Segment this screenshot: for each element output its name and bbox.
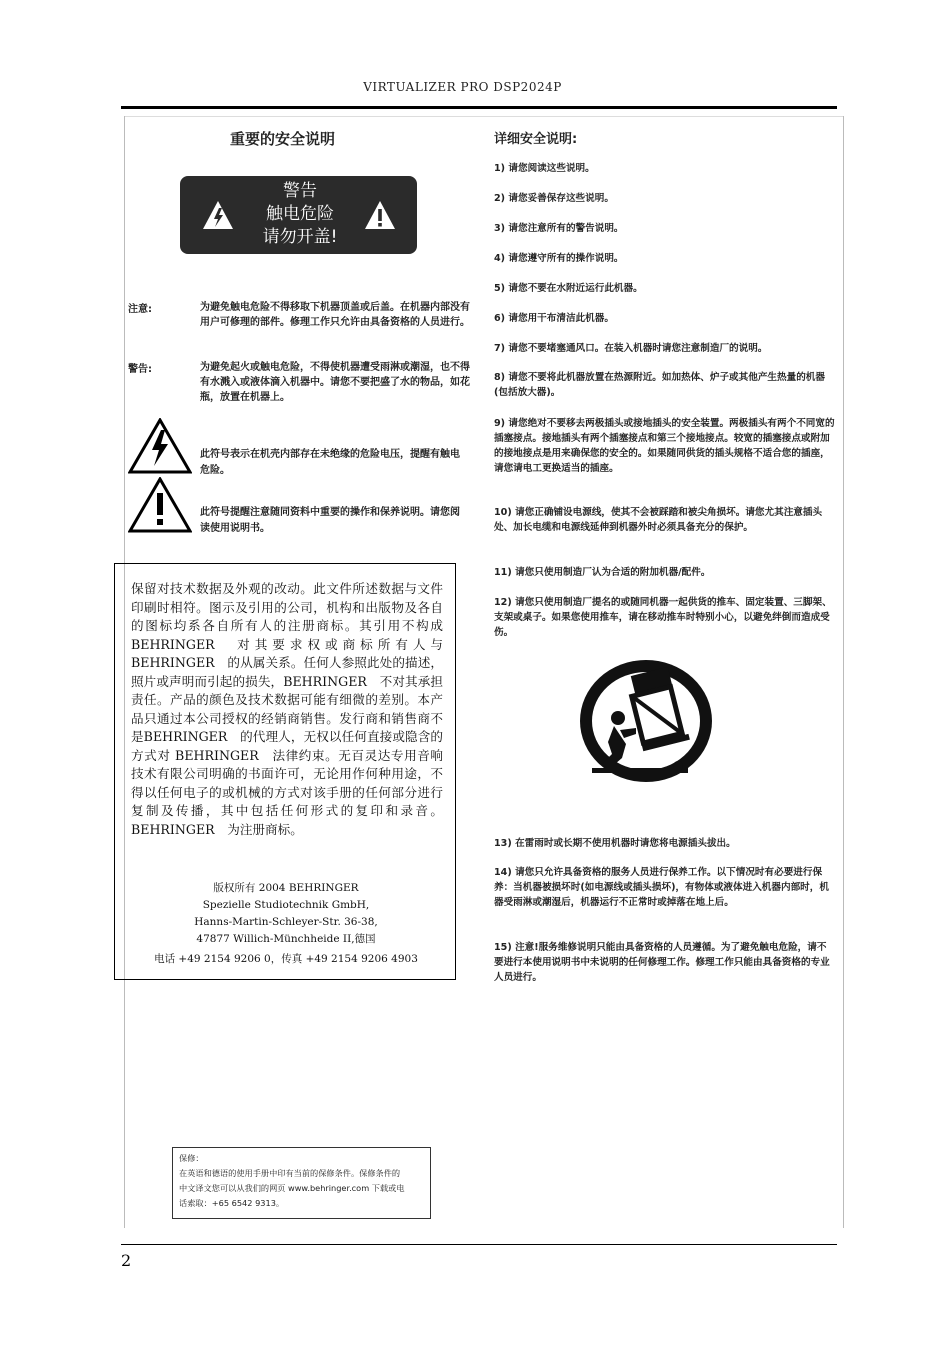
- safety-rule-item: 14) 请您只允许具备资格的服务人员进行保养工作。以下情况时有必要进行保养：当机器被损坏时(如电源线或插头损坏)，有物体或液体进入机器内部时，机器受雨淋或潮湿后，机器运行不正常时或掉落在地上后。: [494, 867, 829, 908]
- safety-rule-item: 3) 请您注意所有的警告说明。: [494, 223, 624, 234]
- safety-rule-item: 12) 请您只使用制造厂提名的或随同机器一起供货的推车、固定装置、三脚架、支架或桌子。如果您使用推车，请在移动推车时特别小心，以避免绊倒而造成受伤。: [494, 597, 832, 638]
- safety-rule-item: 9) 请您绝对不要移去两极插头或接地插头的安全装置。两极插头有两个不同宽的插塞接点。接地插头有两个插塞接点和第三个接地接点。较宽的插塞接点或附加的接地接点是用来确保您的安全的。如果随同供货的插头规格不适合您的插座，请您请电工更换适当的插座。: [494, 418, 835, 474]
- safety-rule-item: 13) 在雷雨时或长期不使用机器时请您将电源插头拔出。: [494, 838, 736, 849]
- detailed-safety-heading: 详细安全说明:: [494, 132, 578, 147]
- warning-line: 警告: [283, 181, 317, 201]
- safety-rule-item: 11) 请您只使用制造厂认为合适的附加机器/配件。: [494, 567, 711, 578]
- warranty-box: [172, 1147, 431, 1219]
- safety-rule-item: 6) 请您用干布清洁此机器。: [494, 313, 614, 324]
- warranty-line: 保修：: [179, 1153, 204, 1163]
- safety-rule-item: 15) 注意!服务维修说明只能由具备资格的人员遵循。为了避免触电危险，请不要进行本使用说明书中未说明的任何修理工作。修理工作只能由具备资格的专业人员进行。: [494, 942, 830, 983]
- warning-text: [240, 180, 360, 249]
- warning-line: 触电危险: [266, 204, 334, 224]
- warning-box: [180, 176, 417, 254]
- note-label-warning: 警告:: [128, 364, 152, 375]
- copyright-line: Hanns-Martin-Schleyer-Str. 36-38,: [194, 916, 378, 928]
- note-text-warning: 为避免起火或触电危险，不得使机器遭受雨淋或潮湿，也不得有水溅入或液体滴入机器中。请您不要把盛了水的物品，如花瓶，放置在机器上。: [200, 362, 470, 403]
- content-frame-top: [124, 116, 844, 117]
- safety-rule-item: 5) 请您不要在水附近运行此机器。: [494, 283, 643, 294]
- note-text-caution: 为避免触电危险不得移取下机器顶盖或后盖。在机器内部没有用户可修理的部件。修理工作只允许由具备资格的人员进行。: [200, 302, 470, 328]
- symbol-text-voltage: 此符号表示在机壳内部存在未绝缘的危险电压，提醒有触电危险。: [200, 449, 460, 476]
- document-header-title: VIRTUALIZER PRO DSP2024P: [363, 80, 562, 94]
- warranty-line: 话索取：+65 6542 9313。: [179, 1198, 285, 1208]
- warranty-line: 中文译文您可以从我们的网页 www.behringer.com 下载或电: [179, 1183, 405, 1193]
- copyright-line: 电话 +49 2154 9206 0，传真 +49 2154 9206 4903: [154, 953, 418, 965]
- header-rule: [121, 106, 837, 109]
- copyright-block: [115, 880, 457, 968]
- warning-line: 请勿开盖!: [262, 227, 338, 247]
- note-label-caution: 注意:: [128, 304, 152, 315]
- safety-rule-item: 2) 请您妥善保存这些说明。: [494, 193, 614, 204]
- safety-heading: 重要的安全说明: [230, 130, 336, 148]
- safety-rule-item: 4) 请您遵守所有的操作说明。: [494, 253, 624, 264]
- content-frame-right: [843, 116, 844, 1228]
- lightning-warning-icon: [202, 200, 234, 230]
- safety-rule-item: 8) 请您不要将此机器放置在热源附近。如加热体、炉子或其他产生热量的机器(包括放大器)。: [494, 372, 825, 398]
- exclamation-triangle-icon: [128, 477, 192, 533]
- copyright-line: 版权所有 2004 BEHRINGER: [213, 882, 359, 894]
- legal-notice-box: [114, 563, 456, 980]
- copyright-line: Spezielle Studiotechnik GmbH,: [202, 899, 370, 911]
- legal-notice-text: 保留对技术数据及外观的改动。此文件所述数据与文件印刷时相符。图示及引用的公司，机构和出版物及各自的图标均系各自所有人的注册商标。其引用不构成BEHRINGER 对其要求权或商标所有人与 BEHRINGER 的从属关系。任何人参照此处的描述，照片或声明而引起的损失，BEHRINGER 不对其承担责任。产品的颜色及技术数据可能有细微的差别。本产品只通过本公司授权的经销商销售。发行商和销售商不是BEHRINGER 的代理人，无权以任何直接或隐含的方式对 BEHRINGER 法律约束。无百灵达专用音响技术有限公司明确的书面许可，无论用作何种用途，不得以任何电子的或机械的方式对该手册的任何部分进行复制及传播，其中包括任何形式的复印和录音。BEHRINGER 为注册商标。: [131, 581, 443, 837]
- footer-rule: [121, 1244, 837, 1245]
- exclamation-warning-icon: [364, 200, 396, 230]
- safety-rule-item: 7) 请您不要堵塞通风口。在装入机器时请您注意制造厂的说明。: [494, 343, 768, 354]
- page-number: 2: [121, 1251, 132, 1270]
- copyright-line: 47877 Willich-Münchheide II,德国: [196, 933, 376, 945]
- symbol-text-instructions: 此符号提醒注意随同资料中重要的操作和保养说明。请您阅读使用说明书。: [200, 507, 460, 534]
- tip-over-cart-icon: [578, 658, 714, 784]
- lightning-triangle-icon: [128, 418, 192, 474]
- warranty-line: 在英语和德语的使用手册中印有当前的保修条件。保修条件的: [179, 1168, 401, 1178]
- safety-rule-item: 1) 请您阅读这些说明。: [494, 163, 595, 174]
- safety-rule-item: 10) 请您正确铺设电源线，使其不会被踩踏和被尖角损坏。请您尤其注意插头处、加长电缆和电源线延伸到机器外时必须具备充分的保护。: [494, 507, 823, 533]
